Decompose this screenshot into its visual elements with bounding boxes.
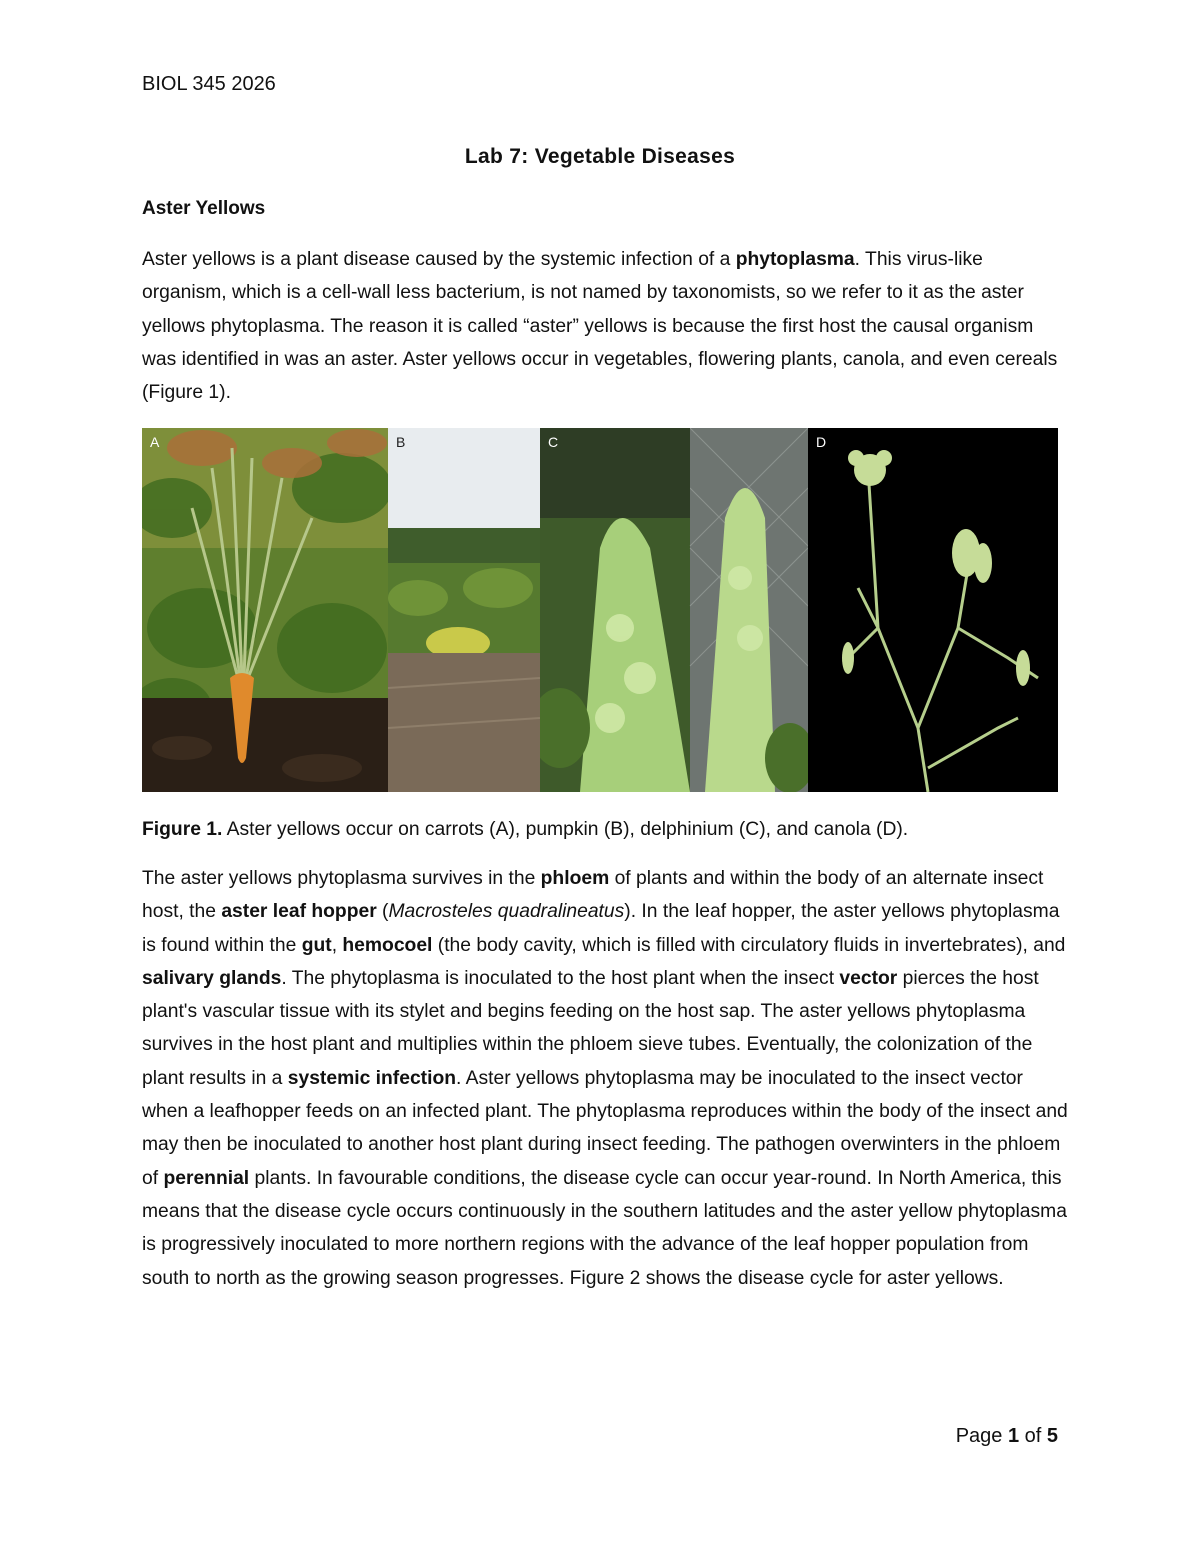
- page-prefix: Page: [955, 1425, 1008, 1447]
- panel-label-b: B: [396, 434, 406, 450]
- caption-text: Aster yellows occur on carrots (A), pumpkin (B), delphinium (C), and canola (D).: [222, 819, 909, 840]
- figure-caption: [142, 815, 1072, 845]
- body-text: . Aster yellows phytoplasma may be inoculated to the insect vector when a leafhopper feeds on an infected plant. The phytoplasma reproduces within the body of the insect and may then be inoculated to another host plant during insect feeding. The pathogen overwinters in the phloem of: [142, 1067, 1068, 1189]
- section-heading: Aster Yellows: [142, 198, 266, 219]
- intro-paragraph: [142, 243, 1072, 409]
- figure-panel-a: [142, 428, 388, 792]
- figure-panel-c: [540, 428, 808, 792]
- body-text: ,: [331, 934, 343, 956]
- total-pages: 5: [1046, 1425, 1058, 1447]
- term-salivary-glands: salivary glands: [142, 967, 282, 989]
- figure-panel-b: [388, 428, 540, 792]
- page-of: of: [1019, 1425, 1047, 1447]
- body-text: of plants and within the body of an alternate insect host, the: [142, 868, 1044, 923]
- body-text: ). In the leaf hopper, the aster yellows phytoplasma is found within the: [142, 901, 1060, 956]
- page-number: [956, 1425, 1058, 1448]
- current-page: 1: [1007, 1425, 1020, 1447]
- term-phloem: phloem: [540, 868, 610, 889]
- species-name: Macrosteles quadralineatus: [388, 901, 625, 923]
- page-title: Lab 7: Vegetable Diseases: [464, 145, 736, 168]
- body-text: (the body cavity, which is filled with circulatory fluids in invertebrates), and: [432, 934, 1066, 956]
- term-perennial: perennial: [163, 1167, 250, 1189]
- term-gut: gut: [301, 934, 332, 956]
- panel-label-d: D: [816, 434, 827, 450]
- body-text: The aster yellows phytoplasma survives in the: [142, 868, 541, 889]
- panel-label-a: A: [150, 434, 160, 450]
- figure-panel-d: [808, 428, 1058, 792]
- term-systemic-infection: systemic infection: [287, 1067, 456, 1089]
- term-hemocoel: hemocoel: [342, 934, 433, 956]
- body-text: pierces the host plant's vascular tissue with its stylet and begins feeding on the host sap. The aster yellows phytoplasma survives in the host plant and multiplies within the phloem sieve tubes. Eventually, the colonization of the plant results in a: [142, 967, 1039, 1089]
- caption-label: Figure 1.: [142, 819, 223, 840]
- carrot-photo: [142, 428, 388, 792]
- term-vector: vector: [839, 967, 898, 989]
- delphinium-photo: [540, 428, 808, 792]
- body-text: . The phytoplasma is inoculated to the host plant when the insect: [281, 967, 840, 989]
- intro-text: . This virus-like organism, which is a cell-wall less bacterium, is not named by taxonomists, so we refer to it as the aster yellows phytoplasma. The reason it is called “aster” yellows is because the first host the causal organism was identified in was an aster. Aster yellows occur in vegetables, flowering plants, canola, and even cereals (Figure 1).: [142, 249, 1058, 404]
- figure-1: [142, 428, 1058, 792]
- intro-text: Aster yellows is a plant disease caused by the systemic infection of a: [142, 249, 736, 270]
- pumpkin-photo: [388, 428, 540, 792]
- term-aster-leaf-hopper: aster leaf hopper: [221, 901, 377, 923]
- term-phytoplasma: phytoplasma: [735, 249, 855, 270]
- canola-photo: [808, 428, 1058, 792]
- body-text: plants. In favourable conditions, the disease cycle can occur year-round. In North America, this means that the disease cycle occurs continuously in the southern latitudes and the aster yellow phytoplasma is progressively inoculated to more northern regions with the advance of the leaf hopper population from south to north as the growing season progresses. Figure 2 shows the disease cycle for aster yellows.: [142, 1167, 1067, 1289]
- body-paragraph: [142, 862, 1072, 1295]
- body-text: (: [376, 901, 389, 923]
- panel-label-c: C: [548, 434, 559, 450]
- document-header: BIOL 345 2026: [142, 73, 276, 95]
